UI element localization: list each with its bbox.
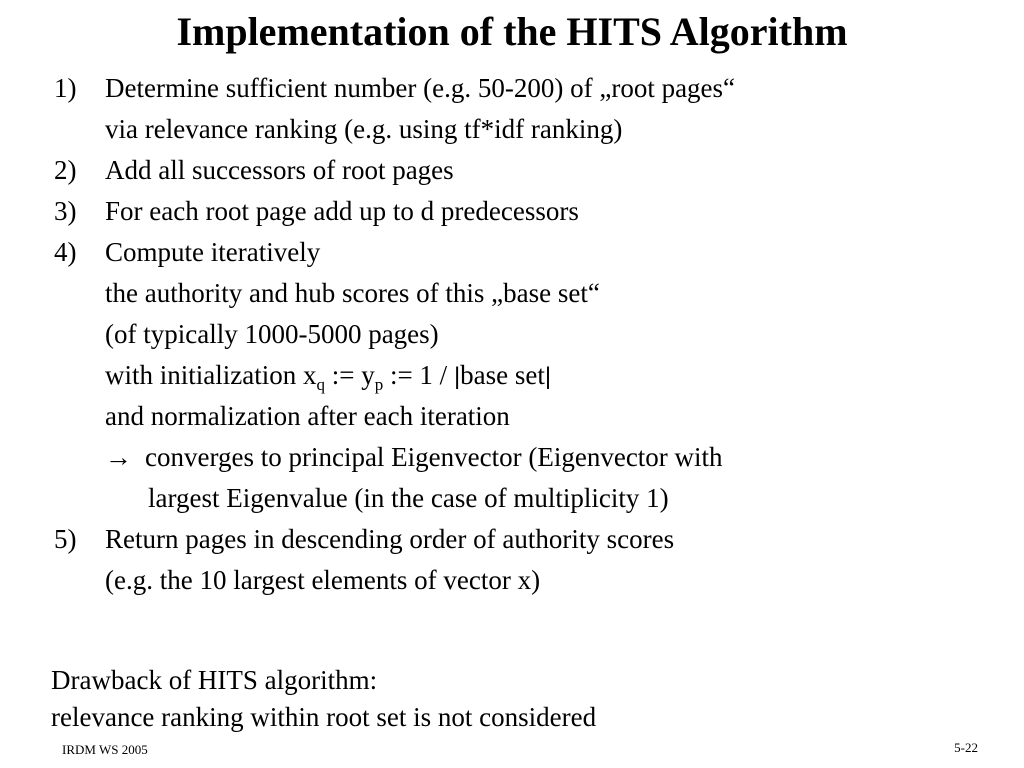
footer-course-label: IRDM WS 2005 xyxy=(62,742,148,757)
step-4-line-2 xyxy=(54,273,1004,314)
step-4-line-1 xyxy=(54,232,1004,273)
step-5-line-2 xyxy=(54,560,1004,601)
step-text: via relevance ranking (e.g. using tf*idf ranking) xyxy=(105,114,623,144)
step-text: For each root page add up to d predecessors xyxy=(105,196,579,226)
footer-slide-number: 5-22 xyxy=(954,740,978,755)
step-3-line-1 xyxy=(54,191,1004,232)
drawback-note xyxy=(51,662,596,736)
drawback-heading: Drawback of HITS algorithm: xyxy=(51,665,378,695)
step-text: Add all successors of root pages xyxy=(105,155,454,185)
step-4-initialization-line xyxy=(54,355,1004,396)
init-prefix: with initialization x xyxy=(105,360,317,390)
slide-title: Implementation of the HITS Algorithm xyxy=(176,9,848,54)
abs-bar-right: | xyxy=(544,363,552,390)
step-number: 1) xyxy=(54,73,77,103)
abs-bar-left: | xyxy=(453,363,461,390)
step-text: (e.g. the 10 largest elements of vector x) xyxy=(105,565,541,595)
step-number: 4) xyxy=(54,237,77,267)
step-4-converges-line-1 xyxy=(54,437,1004,478)
init-assign: := 1 / xyxy=(383,360,454,390)
step-text: the authority and hub scores of this „base set“ xyxy=(105,278,600,308)
step-number: 2) xyxy=(54,155,77,185)
step-4-normalization-line xyxy=(54,396,1004,437)
step-text: (of typically 1000-5000 pages) xyxy=(105,319,439,349)
converges-line-2: largest Eigenvalue (in the case of multiplicity 1) xyxy=(148,483,669,513)
algorithm-steps xyxy=(54,68,1004,601)
step-text: Compute iteratively xyxy=(105,237,321,267)
initialization-formula xyxy=(105,355,551,397)
drawback-text: relevance ranking within root set is not considered xyxy=(51,702,597,732)
step-text: Return pages in descending order of authority scores xyxy=(105,524,675,554)
step-1-line-2 xyxy=(54,109,1004,150)
right-arrow-icon: → xyxy=(105,442,132,472)
step-4-line-3 xyxy=(54,314,1004,355)
step-number: 3) xyxy=(54,196,77,226)
subscript-q: q xyxy=(316,375,325,394)
step-1-line-1 xyxy=(54,68,1004,109)
init-mid: := y xyxy=(324,360,375,390)
step-2-line-1 xyxy=(54,150,1004,191)
init-base-set: base set xyxy=(460,360,545,390)
converges-text xyxy=(105,437,723,478)
step-number: 5) xyxy=(54,524,77,554)
step-5-line-1 xyxy=(54,519,1004,560)
step-text: Determine sufficient number (e.g. 50-200) of „root pages“ xyxy=(105,73,736,103)
step-4-converges-line-2 xyxy=(54,478,1004,519)
subscript-p: p xyxy=(374,375,384,394)
step-text: and normalization after each iteration xyxy=(105,401,510,431)
converges-line-1: converges to principal Eigenvector (Eigenvector with xyxy=(145,442,723,472)
